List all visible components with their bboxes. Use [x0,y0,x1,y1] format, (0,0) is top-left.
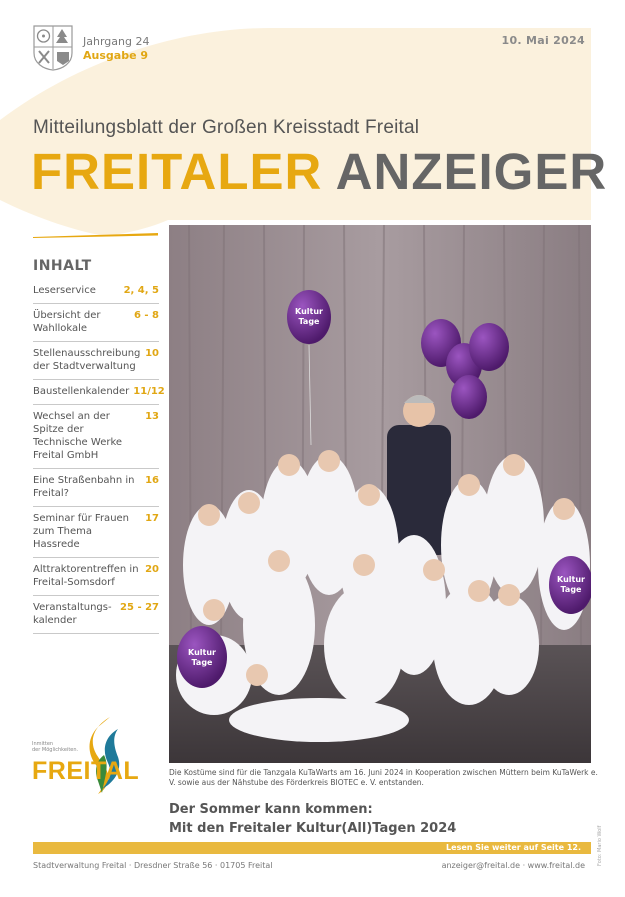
cover-photo-illustration [169,225,591,763]
toc-item[interactable]: Stellenausschreibung der Stadtverwaltung 10 [33,342,159,380]
toc-item[interactable]: Übersicht der Wahllokale 6 - 8 [33,304,159,342]
balloon-text: Kultur [557,575,585,584]
toc-item[interactable]: Seminar für Frauen zum Thema Hassrede 17 [33,507,159,558]
table-of-contents [33,279,165,634]
balloon-text: Tage [560,585,582,594]
toc-heading: INHALT [33,258,92,274]
cover-headline[interactable] [169,800,456,838]
issue-number: Ausgabe 9 [83,49,149,62]
balloon-text: Kultur [188,648,216,657]
cover-photo [169,225,591,763]
headline-line-1: Der Sommer kann kommen: [169,802,373,817]
footer-contact[interactable]: anzeiger@freital.de · www.freital.de [441,861,585,870]
photo-credit: Foto: Mario Wolf [597,825,603,866]
toc-item[interactable]: Baustellenkalender 11/12 [33,380,159,405]
masthead-subtitle: Mitteilungsblatt der Großen Kreisstadt Freital [33,117,420,138]
title-part-anzeiger: ANZEIGER [335,143,608,200]
toc-accent-rule [33,233,158,238]
toc-item[interactable]: Wechsel an der Spitze der Technische Werke Freital GmbH 13 [33,405,159,469]
logo-wordmark: FREITAL [32,757,140,785]
photo-caption: Die Kostüme sind für die Tanzgala KuTaWarts am 16. Juni 2024 in Kooperation zwischen Müttern beim KuTaWerk e. V. sowie aus der Nähstube des Förderkreis BIOTEC e. V. entstanden. [169,768,598,787]
balloon [177,626,227,688]
toc-item[interactable]: Alttraktorentreffen in Freital-Somsdorf 20 [33,558,159,596]
balloon-text: Kultur [295,307,323,316]
volume-label: Jahrgang 24 [83,35,150,48]
continue-link[interactable]: Lesen Sie weiter auf Seite 12. [446,843,581,852]
balloon-text: Tage [298,317,320,326]
headline-line-2: Mit den Freitaler Kultur(All)Tagen 2024 [169,821,457,836]
issue-date: 10. Mai 2024 [501,34,585,47]
continue-bar [33,842,591,854]
city-crest-icon [33,25,73,71]
title-part-freitaler: FREITALER [31,143,323,200]
balloon-text: Tage [191,658,213,667]
footer-address: Stadtverwaltung Freital · Dresdner Straße 56 · 01705 Freital [33,861,273,870]
toc-item[interactable]: Veranstaltungs-kalender 25 - 27 [33,596,159,634]
issue-info [83,35,149,63]
toc-item[interactable]: Leserservice 2, 4, 5 [33,279,159,304]
logo-tagline: Inmitten der Möglichkeiten. [32,741,79,753]
masthead-title [31,144,607,200]
toc-item[interactable]: Eine Straßenbahn in Freital? 16 [33,469,159,507]
